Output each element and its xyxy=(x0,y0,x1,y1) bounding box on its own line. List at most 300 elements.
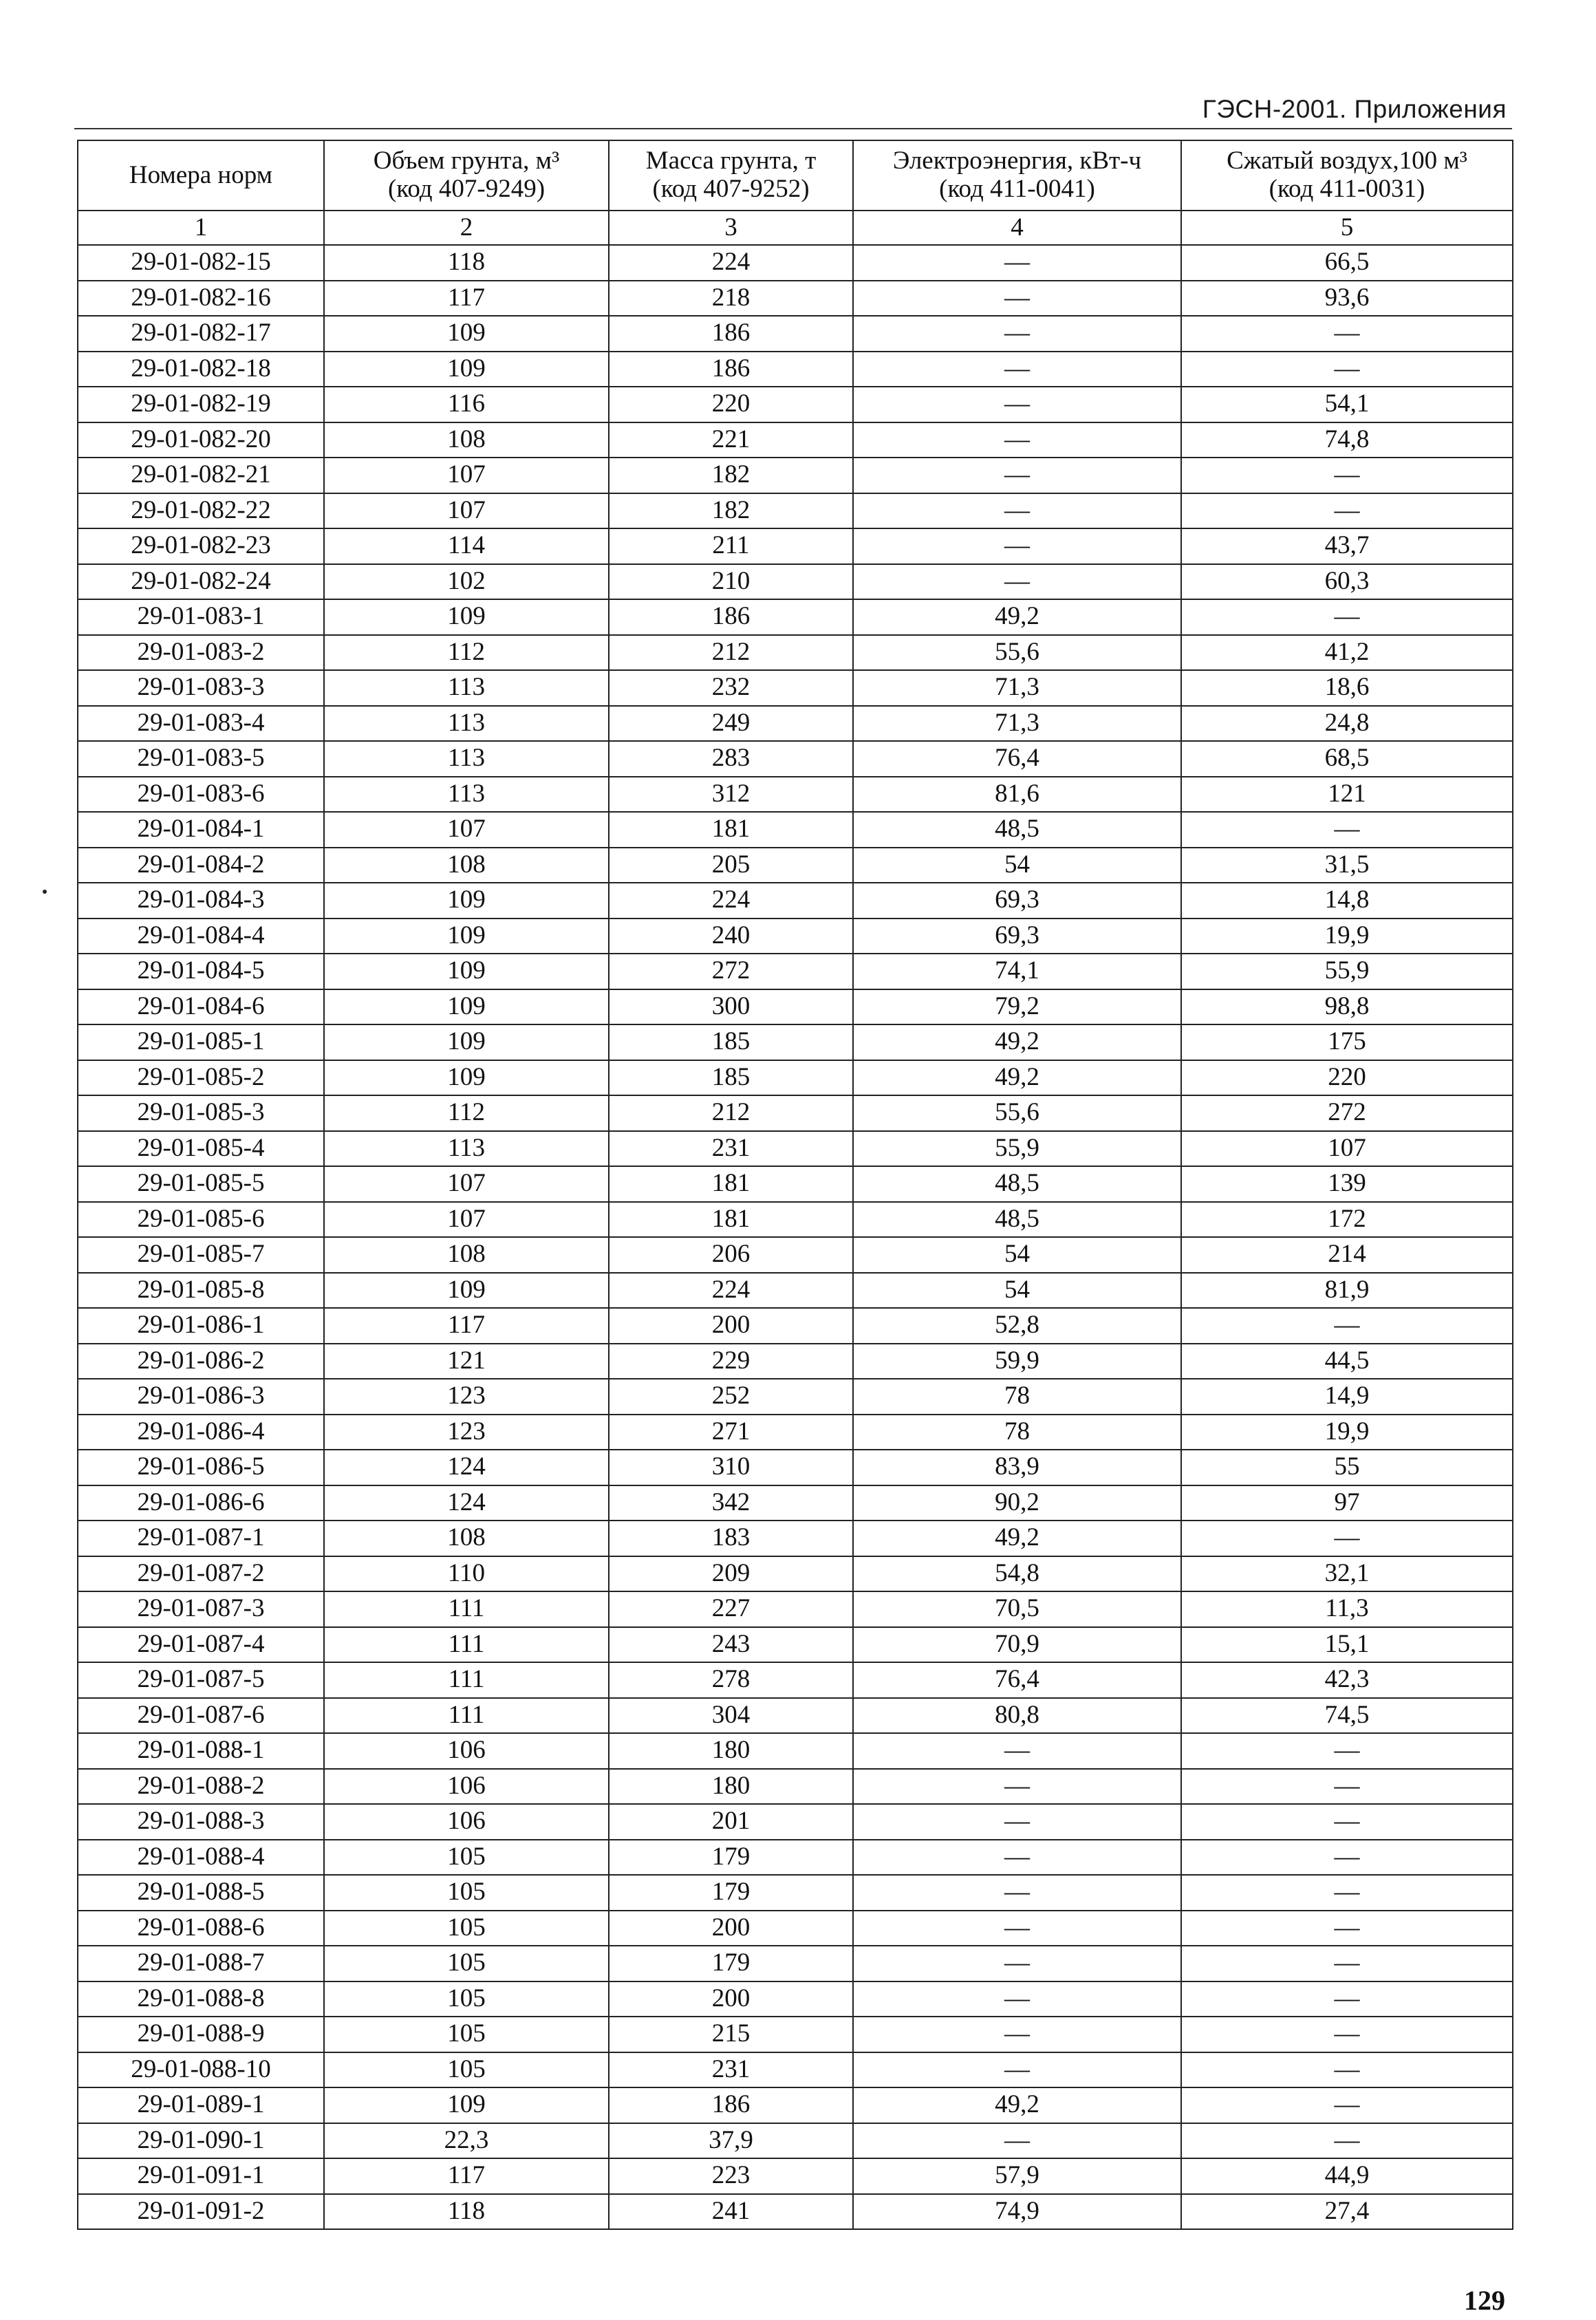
electricity-cell: 48,5 xyxy=(853,1202,1181,1238)
soil-volume-cell: 108 xyxy=(324,1237,609,1273)
compressed-air-cell: — xyxy=(1181,599,1513,635)
electricity-cell: 49,2 xyxy=(853,1521,1181,1556)
norm-number-cell: 29-01-086-4 xyxy=(78,1415,324,1450)
compressed-air-cell: — xyxy=(1181,1946,1513,1981)
soil-mass-cell: 179 xyxy=(609,1875,853,1911)
compressed-air-cell: 93,6 xyxy=(1181,281,1513,316)
soil-volume-cell: 109 xyxy=(324,1024,609,1060)
soil-volume-cell: 124 xyxy=(324,1450,609,1485)
soil-volume-cell: 118 xyxy=(324,245,609,281)
norm-number-cell: 29-01-088-8 xyxy=(78,1981,324,2017)
norm-number-cell: 29-01-090-1 xyxy=(78,2123,324,2159)
norm-number-cell: 29-01-085-7 xyxy=(78,1237,324,1273)
soil-mass-cell: 304 xyxy=(609,1698,853,1734)
compressed-air-cell: — xyxy=(1181,2123,1513,2159)
table-row xyxy=(78,281,1513,316)
electricity-cell: 54,8 xyxy=(853,1556,1181,1592)
compressed-air-cell: 121 xyxy=(1181,777,1513,813)
norm-number-cell: 29-01-082-20 xyxy=(78,422,324,458)
norm-number-cell: 29-01-082-18 xyxy=(78,352,324,387)
norm-number-cell: 29-01-088-5 xyxy=(78,1875,324,1911)
soil-mass-cell: 218 xyxy=(609,281,853,316)
compressed-air-cell: — xyxy=(1181,1804,1513,1840)
column-number: 5 xyxy=(1181,211,1513,245)
soil-volume-cell: 116 xyxy=(324,387,609,422)
soil-mass-cell: 215 xyxy=(609,2017,853,2052)
soil-mass-cell: 227 xyxy=(609,1591,853,1627)
electricity-cell: 70,5 xyxy=(853,1591,1181,1627)
soil-mass-cell: 249 xyxy=(609,706,853,742)
soil-mass-cell: 221 xyxy=(609,422,853,458)
compressed-air-cell: — xyxy=(1181,812,1513,848)
compressed-air-cell: 68,5 xyxy=(1181,741,1513,777)
compressed-air-cell: — xyxy=(1181,2087,1513,2123)
table-row xyxy=(78,245,1513,281)
electricity-cell: 49,2 xyxy=(853,2087,1181,2123)
soil-mass-cell: 212 xyxy=(609,1095,853,1131)
norm-number-cell: 29-01-082-24 xyxy=(78,564,324,600)
table-row xyxy=(78,1450,1513,1485)
table-row xyxy=(78,1981,1513,2017)
compressed-air-cell: 42,3 xyxy=(1181,1662,1513,1698)
norm-number-cell: 29-01-083-6 xyxy=(78,777,324,813)
table-row xyxy=(78,706,1513,742)
norm-number-cell: 29-01-085-4 xyxy=(78,1131,324,1167)
soil-mass-cell: 182 xyxy=(609,458,853,493)
soil-mass-cell: 186 xyxy=(609,316,853,352)
compressed-air-cell: 98,8 xyxy=(1181,989,1513,1025)
electricity-cell: — xyxy=(853,1875,1181,1911)
soil-volume-cell: 113 xyxy=(324,777,609,813)
column-header-label: Номера норм xyxy=(129,160,273,189)
electricity-cell: 76,4 xyxy=(853,1662,1181,1698)
table-row xyxy=(78,812,1513,848)
norm-number-cell: 29-01-088-1 xyxy=(78,1733,324,1769)
electricity-cell: — xyxy=(853,1769,1181,1805)
compressed-air-cell: 27,4 xyxy=(1181,2194,1513,2230)
table-row xyxy=(78,1946,1513,1981)
soil-mass-cell: 231 xyxy=(609,2052,853,2088)
table-row xyxy=(78,1769,1513,1805)
norm-number-cell: 29-01-082-15 xyxy=(78,245,324,281)
compressed-air-cell: 11,3 xyxy=(1181,1591,1513,1627)
electricity-cell: 49,2 xyxy=(853,1024,1181,1060)
table-row xyxy=(78,493,1513,529)
electricity-cell: — xyxy=(853,387,1181,422)
column-header-compressed-air xyxy=(1181,140,1513,211)
soil-mass-cell: 223 xyxy=(609,2158,853,2194)
soil-volume-cell: 113 xyxy=(324,706,609,742)
electricity-cell: 49,2 xyxy=(853,599,1181,635)
electricity-cell: — xyxy=(853,316,1181,352)
compressed-air-cell: 139 xyxy=(1181,1166,1513,1202)
soil-volume-cell: 117 xyxy=(324,1308,609,1344)
compressed-air-cell: 14,8 xyxy=(1181,883,1513,919)
table-row xyxy=(78,1698,1513,1734)
norm-number-cell: 29-01-088-9 xyxy=(78,2017,324,2052)
soil-mass-cell: 179 xyxy=(609,1946,853,1981)
electricity-cell: 52,8 xyxy=(853,1308,1181,1344)
soil-volume-cell: 112 xyxy=(324,635,609,671)
electricity-cell: 48,5 xyxy=(853,812,1181,848)
column-number-row xyxy=(78,211,1513,245)
column-header-label: Электроэнергия, кВт-ч xyxy=(892,147,1142,175)
soil-mass-cell: 232 xyxy=(609,670,853,706)
soil-volume-cell: 109 xyxy=(324,989,609,1025)
norm-number-cell: 29-01-087-2 xyxy=(78,1556,324,1592)
norm-number-cell: 29-01-091-2 xyxy=(78,2194,324,2230)
table-row xyxy=(78,599,1513,635)
soil-mass-cell: 224 xyxy=(609,883,853,919)
soil-mass-cell: 212 xyxy=(609,635,853,671)
electricity-cell: 55,9 xyxy=(853,1131,1181,1167)
norm-number-cell: 29-01-085-1 xyxy=(78,1024,324,1060)
compressed-air-cell: 175 xyxy=(1181,1024,1513,1060)
table-row xyxy=(78,2123,1513,2159)
table-row xyxy=(78,1379,1513,1415)
soil-volume-cell: 107 xyxy=(324,493,609,529)
soil-mass-cell: 312 xyxy=(609,777,853,813)
soil-mass-cell: 200 xyxy=(609,1308,853,1344)
electricity-cell: — xyxy=(853,1804,1181,1840)
soil-mass-cell: 201 xyxy=(609,1804,853,1840)
compressed-air-cell: 24,8 xyxy=(1181,706,1513,742)
compressed-air-cell: 14,9 xyxy=(1181,1379,1513,1415)
compressed-air-cell: 31,5 xyxy=(1181,848,1513,883)
soil-mass-cell: 181 xyxy=(609,1166,853,1202)
soil-volume-cell: 114 xyxy=(324,528,609,564)
norm-number-cell: 29-01-088-2 xyxy=(78,1769,324,1805)
compressed-air-cell: 19,9 xyxy=(1181,919,1513,954)
electricity-cell: 78 xyxy=(853,1415,1181,1450)
soil-mass-cell: 181 xyxy=(609,812,853,848)
compressed-air-cell: 18,6 xyxy=(1181,670,1513,706)
electricity-cell: 78 xyxy=(853,1379,1181,1415)
column-number: 2 xyxy=(324,211,609,245)
norm-number-cell: 29-01-082-19 xyxy=(78,387,324,422)
soil-volume-cell: 105 xyxy=(324,1981,609,2017)
electricity-cell: — xyxy=(853,458,1181,493)
norm-number-cell: 29-01-083-2 xyxy=(78,635,324,671)
electricity-cell: 59,9 xyxy=(853,1344,1181,1379)
electricity-cell: — xyxy=(853,1981,1181,2017)
soil-mass-cell: 220 xyxy=(609,387,853,422)
compressed-air-cell: 41,2 xyxy=(1181,635,1513,671)
table-row xyxy=(78,635,1513,671)
soil-mass-cell: 180 xyxy=(609,1733,853,1769)
column-number: 1 xyxy=(78,211,324,245)
table-row xyxy=(78,2052,1513,2088)
compressed-air-cell: 74,5 xyxy=(1181,1698,1513,1734)
norm-number-cell: 29-01-083-3 xyxy=(78,670,324,706)
electricity-cell: — xyxy=(853,422,1181,458)
soil-volume-cell: 106 xyxy=(324,1733,609,1769)
column-number: 4 xyxy=(853,211,1181,245)
electricity-cell: 74,1 xyxy=(853,954,1181,989)
soil-volume-cell: 106 xyxy=(324,1769,609,1805)
soil-volume-cell: 109 xyxy=(324,1060,609,1096)
table-row xyxy=(78,1344,1513,1379)
norm-number-cell: 29-01-082-23 xyxy=(78,528,324,564)
norm-number-cell: 29-01-085-5 xyxy=(78,1166,324,1202)
soil-mass-cell: 211 xyxy=(609,528,853,564)
soil-volume-cell: 105 xyxy=(324,2052,609,2088)
soil-mass-cell: 210 xyxy=(609,564,853,600)
electricity-cell: 79,2 xyxy=(853,989,1181,1025)
compressed-air-cell: — xyxy=(1181,1521,1513,1556)
table-row xyxy=(78,1166,1513,1202)
table-row xyxy=(78,1662,1513,1698)
soil-volume-cell: 102 xyxy=(324,564,609,600)
electricity-cell: — xyxy=(853,1911,1181,1946)
soil-mass-cell: 231 xyxy=(609,1131,853,1167)
soil-volume-cell: 22,3 xyxy=(324,2123,609,2159)
soil-mass-cell: 179 xyxy=(609,1840,853,1876)
compressed-air-cell: 214 xyxy=(1181,1237,1513,1273)
electricity-cell: — xyxy=(853,1946,1181,1981)
soil-volume-cell: 105 xyxy=(324,1875,609,1911)
norm-number-cell: 29-01-082-17 xyxy=(78,316,324,352)
electricity-cell: 55,6 xyxy=(853,635,1181,671)
soil-volume-cell: 123 xyxy=(324,1379,609,1415)
electricity-cell: — xyxy=(853,564,1181,600)
table-row xyxy=(78,1911,1513,1946)
table-row xyxy=(78,989,1513,1025)
compressed-air-cell: 272 xyxy=(1181,1095,1513,1131)
column-number: 3 xyxy=(609,211,853,245)
soil-mass-cell: 186 xyxy=(609,599,853,635)
table-row xyxy=(78,777,1513,813)
column-header-norm-numbers xyxy=(78,140,324,211)
table-row xyxy=(78,2087,1513,2123)
electricity-cell: 69,3 xyxy=(853,919,1181,954)
table-row xyxy=(78,1556,1513,1592)
soil-mass-cell: 272 xyxy=(609,954,853,989)
electricity-cell: 69,3 xyxy=(853,883,1181,919)
table-row xyxy=(78,2194,1513,2230)
soil-volume-cell: 113 xyxy=(324,1131,609,1167)
table-row xyxy=(78,1237,1513,1273)
electricity-cell: — xyxy=(853,1733,1181,1769)
soil-mass-cell: 252 xyxy=(609,1379,853,1415)
electricity-cell: 55,6 xyxy=(853,1095,1181,1131)
compressed-air-cell: 172 xyxy=(1181,1202,1513,1238)
soil-mass-cell: 200 xyxy=(609,1981,853,2017)
soil-mass-cell: 37,9 xyxy=(609,2123,853,2159)
compressed-air-cell: 81,9 xyxy=(1181,1273,1513,1309)
soil-mass-cell: 342 xyxy=(609,1485,853,1521)
compressed-air-cell: — xyxy=(1181,1875,1513,1911)
compressed-air-cell: — xyxy=(1181,2052,1513,2088)
norm-number-cell: 29-01-086-1 xyxy=(78,1308,324,1344)
soil-mass-cell: 310 xyxy=(609,1450,853,1485)
electricity-cell: 54 xyxy=(853,1237,1181,1273)
norm-number-cell: 29-01-088-3 xyxy=(78,1804,324,1840)
soil-mass-cell: 205 xyxy=(609,848,853,883)
electricity-cell: — xyxy=(853,245,1181,281)
compressed-air-cell: 74,8 xyxy=(1181,422,1513,458)
soil-volume-cell: 118 xyxy=(324,2194,609,2230)
table-row xyxy=(78,422,1513,458)
soil-volume-cell: 107 xyxy=(324,1202,609,1238)
compressed-air-cell: 19,9 xyxy=(1181,1415,1513,1450)
soil-mass-cell: 183 xyxy=(609,1521,853,1556)
norm-number-cell: 29-01-084-3 xyxy=(78,883,324,919)
compressed-air-cell: 60,3 xyxy=(1181,564,1513,600)
table-row xyxy=(78,1131,1513,1167)
soil-volume-cell: 108 xyxy=(324,422,609,458)
table-body xyxy=(78,245,1513,2229)
column-header-electricity xyxy=(853,140,1181,211)
soil-volume-cell: 113 xyxy=(324,670,609,706)
electricity-cell: 71,3 xyxy=(853,670,1181,706)
compressed-air-cell: — xyxy=(1181,1769,1513,1805)
norm-number-cell: 29-01-088-7 xyxy=(78,1946,324,1981)
soil-volume-cell: 107 xyxy=(324,458,609,493)
soil-mass-cell: 271 xyxy=(609,1415,853,1450)
soil-volume-cell: 112 xyxy=(324,1095,609,1131)
compressed-air-cell: 107 xyxy=(1181,1131,1513,1167)
electricity-cell: 81,6 xyxy=(853,777,1181,813)
soil-mass-cell: 241 xyxy=(609,2194,853,2230)
soil-volume-cell: 109 xyxy=(324,352,609,387)
soil-volume-cell: 105 xyxy=(324,2017,609,2052)
table-header-row xyxy=(78,140,1513,211)
soil-volume-cell: 107 xyxy=(324,812,609,848)
page-number: 129 xyxy=(1464,2285,1505,2316)
table-row xyxy=(78,670,1513,706)
soil-volume-cell: 109 xyxy=(324,919,609,954)
soil-volume-cell: 108 xyxy=(324,848,609,883)
table-row xyxy=(78,1273,1513,1309)
norm-number-cell: 29-01-085-3 xyxy=(78,1095,324,1131)
compressed-air-cell: — xyxy=(1181,458,1513,493)
soil-mass-cell: 224 xyxy=(609,1273,853,1309)
soil-volume-cell: 113 xyxy=(324,741,609,777)
electricity-cell: 83,9 xyxy=(853,1450,1181,1485)
soil-volume-cell: 107 xyxy=(324,1166,609,1202)
electricity-cell: 57,9 xyxy=(853,2158,1181,2194)
soil-mass-cell: 180 xyxy=(609,1769,853,1805)
table-row xyxy=(78,316,1513,352)
table-row xyxy=(78,1733,1513,1769)
soil-mass-cell: 224 xyxy=(609,245,853,281)
soil-mass-cell: 206 xyxy=(609,1237,853,1273)
table-row xyxy=(78,1875,1513,1911)
column-header-label: Масса грунта, т xyxy=(645,147,817,175)
soil-mass-cell: 278 xyxy=(609,1662,853,1698)
norm-number-cell: 29-01-087-4 xyxy=(78,1627,324,1663)
table-row xyxy=(78,1060,1513,1096)
table-row xyxy=(78,1024,1513,1060)
electricity-cell: — xyxy=(853,281,1181,316)
electricity-cell: — xyxy=(853,352,1181,387)
soil-volume-cell: 105 xyxy=(324,1911,609,1946)
electricity-cell: 70,9 xyxy=(853,1627,1181,1663)
table-row xyxy=(78,1095,1513,1131)
norm-number-cell: 29-01-086-5 xyxy=(78,1450,324,1485)
norms-table xyxy=(77,140,1513,2230)
table-row xyxy=(78,564,1513,600)
soil-volume-cell: 109 xyxy=(324,1273,609,1309)
electricity-cell: — xyxy=(853,1840,1181,1876)
soil-volume-cell: 105 xyxy=(324,1840,609,1876)
soil-volume-cell: 110 xyxy=(324,1556,609,1592)
header-divider xyxy=(74,128,1512,129)
norm-number-cell: 29-01-087-3 xyxy=(78,1591,324,1627)
table-row xyxy=(78,352,1513,387)
electricity-cell: 76,4 xyxy=(853,741,1181,777)
soil-volume-cell: 111 xyxy=(324,1627,609,1663)
table-row xyxy=(78,848,1513,883)
table-row xyxy=(78,2017,1513,2052)
table-row xyxy=(78,387,1513,422)
table-row xyxy=(78,883,1513,919)
column-header-code: (код 411-0031) xyxy=(1269,175,1425,203)
soil-volume-cell: 111 xyxy=(324,1662,609,1698)
electricity-cell: 48,5 xyxy=(853,1166,1181,1202)
norm-number-cell: 29-01-083-5 xyxy=(78,741,324,777)
norm-number-cell: 29-01-087-6 xyxy=(78,1698,324,1734)
electricity-cell: 71,3 xyxy=(853,706,1181,742)
table-row xyxy=(78,1308,1513,1344)
electricity-cell: 54 xyxy=(853,1273,1181,1309)
table-row xyxy=(78,1521,1513,1556)
soil-mass-cell: 185 xyxy=(609,1060,853,1096)
column-header-label: Объем грунта, м³ xyxy=(373,147,560,175)
norm-number-cell: 29-01-083-1 xyxy=(78,599,324,635)
compressed-air-cell: — xyxy=(1181,1840,1513,1876)
norm-number-cell: 29-01-084-1 xyxy=(78,812,324,848)
soil-mass-cell: 181 xyxy=(609,1202,853,1238)
norm-number-cell: 29-01-088-10 xyxy=(78,2052,324,2088)
compressed-air-cell: — xyxy=(1181,316,1513,352)
table-row xyxy=(78,919,1513,954)
column-header-soil-mass xyxy=(609,140,853,211)
compressed-air-cell: — xyxy=(1181,2017,1513,2052)
electricity-cell: 90,2 xyxy=(853,1485,1181,1521)
soil-mass-cell: 283 xyxy=(609,741,853,777)
compressed-air-cell: — xyxy=(1181,352,1513,387)
compressed-air-cell: 220 xyxy=(1181,1060,1513,1096)
norm-number-cell: 29-01-084-6 xyxy=(78,989,324,1025)
column-header-code: (код 407-9252) xyxy=(652,175,810,203)
table-row xyxy=(78,2158,1513,2194)
compressed-air-cell: — xyxy=(1181,1911,1513,1946)
soil-mass-cell: 243 xyxy=(609,1627,853,1663)
norm-number-cell: 29-01-085-8 xyxy=(78,1273,324,1309)
norm-number-cell: 29-01-091-1 xyxy=(78,2158,324,2194)
table-row xyxy=(78,1627,1513,1663)
table-row xyxy=(78,1591,1513,1627)
norm-number-cell: 29-01-087-5 xyxy=(78,1662,324,1698)
column-header-soil-volume xyxy=(324,140,609,211)
table-row xyxy=(78,1840,1513,1876)
soil-mass-cell: 209 xyxy=(609,1556,853,1592)
soil-mass-cell: 182 xyxy=(609,493,853,529)
norm-number-cell: 29-01-086-6 xyxy=(78,1485,324,1521)
compressed-air-cell: — xyxy=(1181,1981,1513,2017)
table-row xyxy=(78,741,1513,777)
table-row xyxy=(78,1485,1513,1521)
electricity-cell: 74,9 xyxy=(853,2194,1181,2230)
table-row xyxy=(78,1415,1513,1450)
table-row xyxy=(78,528,1513,564)
compressed-air-cell: 43,7 xyxy=(1181,528,1513,564)
soil-volume-cell: 124 xyxy=(324,1485,609,1521)
norm-number-cell: 29-01-087-1 xyxy=(78,1521,324,1556)
norm-number-cell: 29-01-085-6 xyxy=(78,1202,324,1238)
